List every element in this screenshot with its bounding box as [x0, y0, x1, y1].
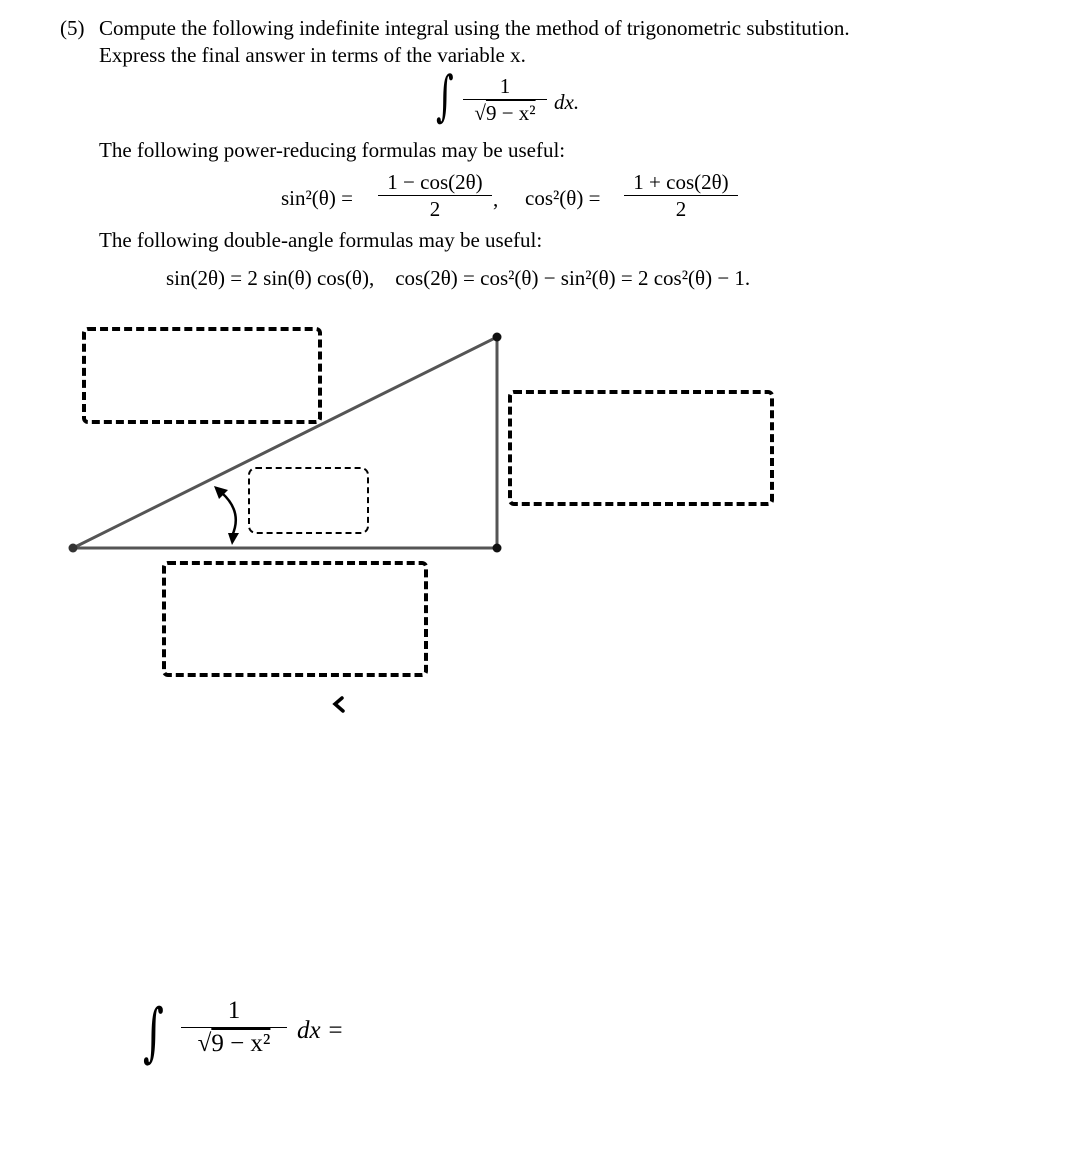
cos-squared-lhs: cos²(θ) =: [525, 186, 601, 210]
problem-line-2: Express the final answer in terms of the variable x.: [99, 43, 526, 67]
vertex-left: [69, 544, 78, 553]
answer-fraction: [181, 996, 287, 1059]
double-angle-intro: The following double-angle formulas may be useful:: [99, 228, 543, 252]
integral-sign-icon: ∫: [143, 996, 164, 1070]
cursor-mark-icon: [335, 698, 343, 711]
power-reducing-intro: The following power-reducing formulas may be useful:: [99, 138, 566, 162]
integral-differential: dx.: [554, 90, 580, 114]
angle-arc: [222, 493, 236, 536]
sin-squared-denominator: 2: [429, 197, 441, 221]
cos-squared-denominator: 2: [675, 197, 687, 221]
problem-number: (5): [60, 16, 85, 40]
angle-arrowhead-bottom-icon: [228, 533, 239, 545]
fraction-bar: [181, 1027, 287, 1028]
integral-denominator: √9 − x²: [474, 101, 536, 125]
opposite-side-label-box[interactable]: [508, 390, 774, 506]
sin-squared-lhs: sin²(θ) =: [281, 186, 353, 210]
answer-denominator: √9 − x²: [197, 1030, 271, 1057]
answer-tail: dx =: [297, 1017, 344, 1044]
sqrt-icon: √: [474, 101, 486, 125]
hypotenuse-label-box[interactable]: [82, 327, 322, 424]
angle-label-box[interactable]: [248, 467, 369, 534]
double-angle-formula: sin(2θ) = 2 sin(θ) cos(θ), cos(2θ) = cos²(θ) − sin²(θ) = 2 cos²(θ) − 1.: [166, 266, 751, 290]
integral-numerator: 1: [499, 74, 511, 98]
sqrt-icon: √: [197, 1030, 212, 1057]
integral-sign-icon: ∫: [436, 65, 454, 129]
formula-comma: ,: [493, 187, 499, 211]
adjacent-side-label-box[interactable]: [162, 561, 428, 677]
problem-line-1: Compute the following indefinite integral using the method of trigonometric substitution.: [99, 16, 850, 40]
cos-squared-numerator: 1 + cos(2θ): [633, 170, 729, 194]
vertex-right-angle: [493, 544, 502, 553]
vertex-top: [493, 333, 502, 342]
answer-numerator: 1: [227, 997, 241, 1024]
sin-squared-numerator: 1 − cos(2θ): [387, 170, 483, 194]
